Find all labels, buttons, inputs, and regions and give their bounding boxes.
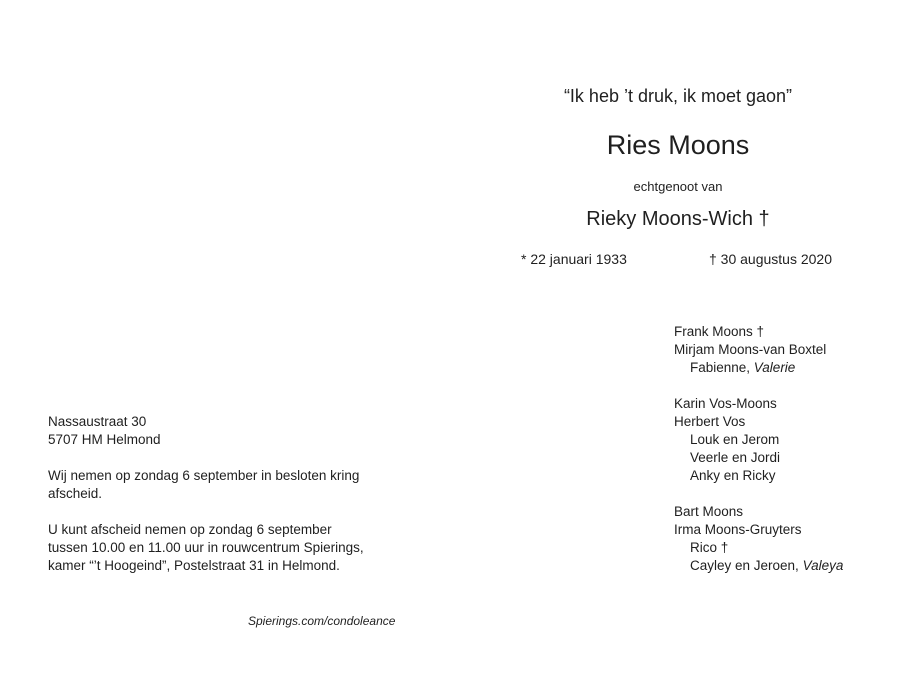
- grandchild-entry: Anky en Ricky: [690, 468, 776, 483]
- death-date: † 30 augustus 2020: [709, 251, 832, 267]
- grandchild-name: Cayley en Jeroen,: [690, 558, 803, 573]
- grandchild-name: Fabienne,: [690, 360, 754, 375]
- family-member: Irma Moons-Gruyters: [674, 522, 802, 537]
- grandchild-entry: [674, 359, 843, 377]
- grandchild-entry: Louk en Jerom: [690, 432, 780, 447]
- birth-date: * 22 januari 1933: [521, 251, 627, 267]
- info-block: [48, 413, 364, 575]
- visitation-text: tussen 10.00 en 11.00 uur in rouwcentrum Spierings,: [48, 540, 364, 555]
- motto-quote: “Ik heb ’t druk, ik moet gaon”: [563, 86, 793, 106]
- family-member: Bart Moons: [674, 504, 744, 519]
- condolence-link[interactable]: Spierings.com/condoleance: [248, 614, 396, 628]
- visitation-text: U kunt afscheid nemen op zondag 6 september: [48, 522, 332, 537]
- visitation-text: kamer “’t Hoogeind”, Postelstraat 31 in Helmond.: [48, 558, 340, 573]
- grandchild-entry: [674, 557, 843, 575]
- family-member: Mirjam Moons-van Boxtel: [674, 342, 827, 357]
- grandchild-entry: Veerle en Jordi: [690, 450, 781, 465]
- grandchild-partner: Valerie: [753, 360, 796, 375]
- family-member: Karin Vos-Moons: [674, 396, 777, 411]
- deceased-name: Ries Moons: [606, 130, 750, 160]
- farewell-text: Wij nemen op zondag 6 september in besloten kring: [48, 468, 360, 483]
- spouse-name: Rieky Moons-Wich †: [586, 208, 770, 230]
- address-city: 5707 HM Helmond: [48, 432, 161, 447]
- grandchild-entry: Rico †: [690, 540, 729, 555]
- grandchild-partner: Valeya: [802, 558, 844, 573]
- family-member: Herbert Vos: [674, 414, 746, 429]
- family-member: Frank Moons †: [674, 324, 765, 339]
- address-street: Nassaustraat 30: [48, 414, 147, 429]
- spouse-label: echtgenoot van: [633, 179, 723, 194]
- family-list: [674, 323, 843, 575]
- farewell-text: afscheid.: [48, 486, 103, 501]
